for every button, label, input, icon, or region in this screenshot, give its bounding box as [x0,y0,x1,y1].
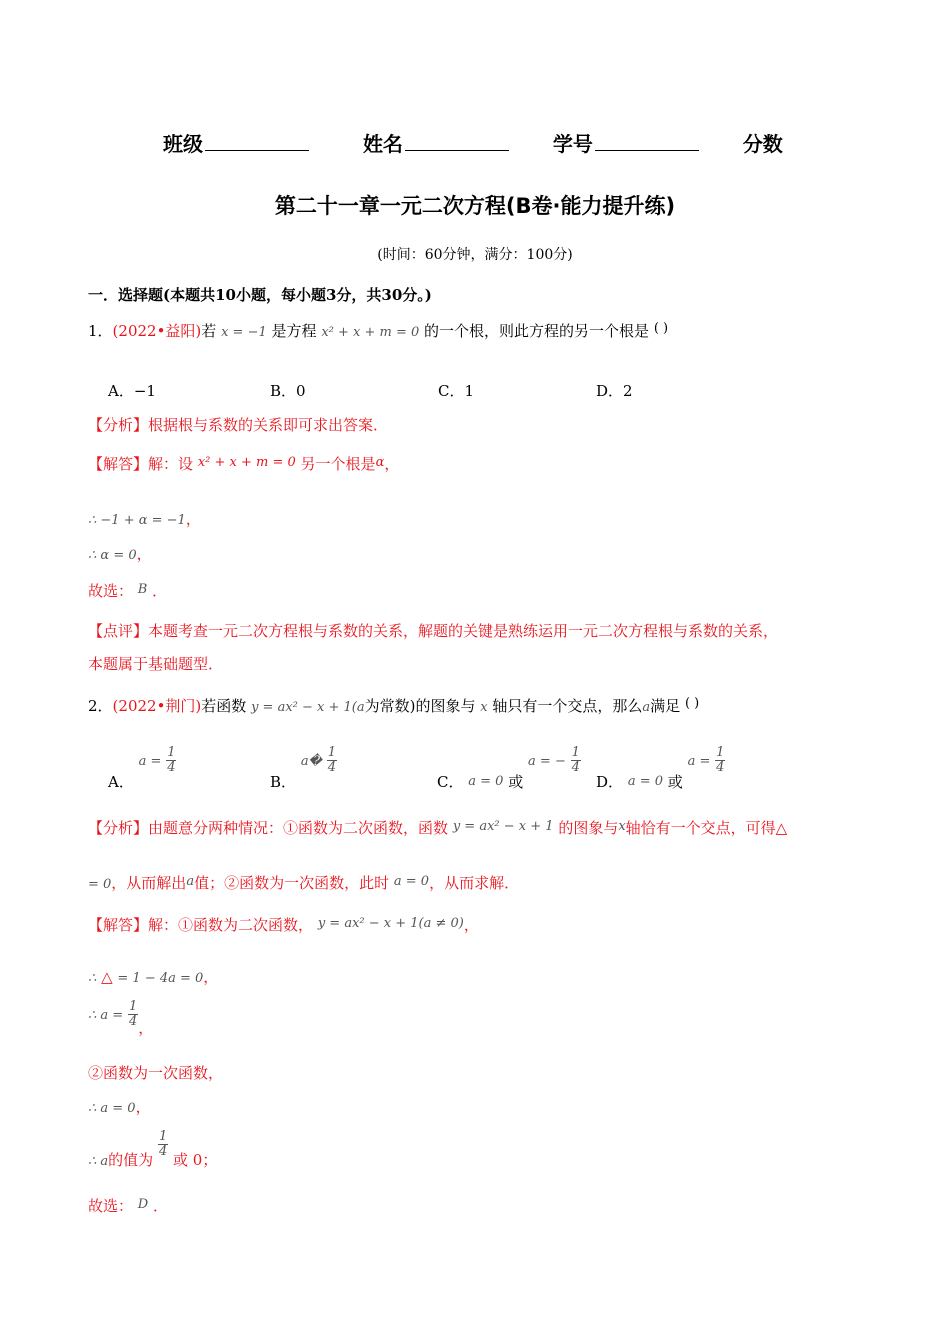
answer-text: ， [463,916,479,934]
math-expr: y = ax² − x + 1(a ≠ 0) [317,916,464,931]
q2-option-b[interactable] [270,746,337,792]
name-blank[interactable] [405,132,509,151]
question-text: 若 [201,322,217,340]
punct: ， [203,968,219,986]
page-title: 第二十一章一元二次方程(B卷·能力提升练) [274,194,676,218]
math-expr: x = −1 [221,325,267,340]
math-expr: x [618,819,626,834]
punct: ， [136,545,152,563]
q2-analysis [88,817,787,838]
question-text: 为常数)的图象与 [364,697,476,715]
option-b[interactable]: B．0 [270,382,306,400]
score-label: 分数 [742,132,783,156]
math-expr: y = ax² − x + 1(a [251,700,365,715]
q1-analysis [88,414,388,435]
step-text: 或 0； [173,1150,218,1169]
answer-text: 解：设 [148,455,194,473]
option-a[interactable]: A．−1 [108,382,156,400]
answer-tag: 【解答】 [88,455,149,473]
student-id-blank[interactable] [595,132,699,151]
math-expr: a = 0 [468,773,504,789]
q2-step-3 [88,1062,223,1083]
analysis-text: 由题意分两种情况：①函数为二次函数，函数 [148,819,449,837]
student-id-label: 学号 [552,132,593,156]
option-label: C． [437,772,464,791]
math-expr: x² + x + m = 0 [321,325,420,340]
q1-step-1 [88,508,201,529]
math-expr: ∴ α = 0 [88,548,137,563]
q2-answer [88,914,479,935]
answer-text: 解：①函数为二次函数， [148,916,314,934]
math-expr: a [186,874,195,889]
question-source: (2022•益阳) [112,322,202,340]
fraction: $\frac{1}{4}$ [128,999,138,1030]
choice-value: D [137,1197,149,1212]
answer-tag: 【解答】 [88,916,149,934]
fraction: $\frac{1}{4}$ [167,745,176,776]
math-expr: a = − [528,753,566,769]
choice-value: B [137,582,148,597]
q2-step-2 [88,1000,153,1038]
math-expr: a = 0 [627,773,663,789]
question-number: 2． [88,697,113,715]
question-text: 是方程 [271,322,317,340]
name-label: 姓名 [362,132,403,156]
page-subtitle: (时间：60分钟，满分：100分) [377,247,573,263]
choice-label: 故选： [88,1197,134,1215]
option-label: B． [270,772,297,791]
analysis-tag: 【分析】 [88,819,149,837]
question-number: 1． [88,322,113,340]
question-2 [88,695,699,716]
fraction: $\frac{1}{4}$ [158,1129,168,1160]
punct: ， [185,510,201,528]
answer-paren: ( ) [653,321,669,336]
math-expr: = 1 − 4a = 0 [117,971,204,986]
math-expr: a = 0 [393,874,430,889]
therefore-symbol: ∴ [88,971,97,986]
or-text: 或 [508,772,524,791]
question-text: 的一个根，则此方程的另一个根是 [424,322,650,340]
question-text: 若函数 [201,697,247,715]
comment-tag: 【点评】 [88,622,149,640]
punct: ， [135,1098,151,1116]
math-expr: a [642,700,651,715]
q2-option-c[interactable] [437,746,581,792]
analysis-text: ，从而解出 [111,874,187,892]
math-expr: x [480,700,488,715]
question-text: 满足 [650,697,681,715]
q2-step-5 [88,1130,217,1170]
math-expr: ∴ a = [88,1007,124,1023]
q1-choice [88,580,167,601]
q1-answer [88,453,399,474]
q2-option-d[interactable] [596,746,725,792]
math-expr: α [375,455,385,470]
option-c[interactable]: C．1 [438,382,475,400]
math-expr: x² + x + m = 0 [197,455,296,470]
analysis-text: 轴恰有一个交点，可得△ [625,819,788,837]
math-expr: a = [138,753,162,769]
punct: ， [138,1018,154,1037]
q2-option-a[interactable] [108,746,176,792]
comment-text: 本题属于基础题型． [88,655,224,673]
step-text: 的值为 [108,1150,154,1169]
step-text: ②函数为一次函数， [88,1064,224,1082]
option-label: A． [108,772,134,791]
q2-analysis-line-2 [88,872,519,893]
math-expr: y = ax² − x + 1 [452,819,554,834]
math-expr: = 0 [88,877,112,892]
q2-choice [88,1195,168,1216]
delta-symbol: △ [101,968,113,986]
analysis-text: 根据根与系数的关系即可求出答案． [148,416,389,434]
q2-step-1 [88,966,218,987]
or-text: 或 [667,772,683,791]
answer-text: ， [384,455,400,473]
class-blank[interactable] [205,132,309,151]
comment-text: 本题考查一元二次方程根与系数的关系，解题的关键是熟练运用一元二次方程根与系数的关系， [148,622,779,640]
analysis-text: 值；②函数为一次函数，此时 [194,874,390,892]
math-expr: ∴ a [88,1153,109,1169]
section-heading: 一．选择题(本题共10小题，每小题3分，共30分。) [88,286,432,304]
fraction: $\frac{1}{4}$ [327,745,336,776]
q2-step-4 [88,1096,151,1117]
question-1 [88,320,668,341]
fraction: $\frac{1}{4}$ [716,745,725,776]
question-text: 轴只有一个交点，那么 [492,697,643,715]
math-expr: a� [300,753,322,769]
option-d[interactable]: D．2 [596,382,633,400]
question-source: (2022•荆门) [112,697,202,715]
q1-comment [88,615,778,681]
math-expr: a = [687,753,711,769]
class-label: 班级 [163,132,203,156]
math-expr: ∴ a = 0 [88,1101,136,1116]
math-expr: ∴ −1 + α = −1 [88,513,186,528]
punct: ． [153,1197,169,1215]
analysis-text: ，从而求解． [429,874,520,892]
answer-text: 另一个根是 [300,455,376,473]
fraction: $\frac{1}{4}$ [571,745,580,776]
student-info-bar [163,128,783,157]
answer-paren: ( ) [684,696,700,711]
analysis-text: 的图象与 [558,819,619,837]
analysis-tag: 【分析】 [88,416,149,434]
punct: ． [152,582,168,600]
q1-step-2 [88,543,152,564]
choice-label: 故选： [88,582,134,600]
option-label: D． [596,772,624,791]
